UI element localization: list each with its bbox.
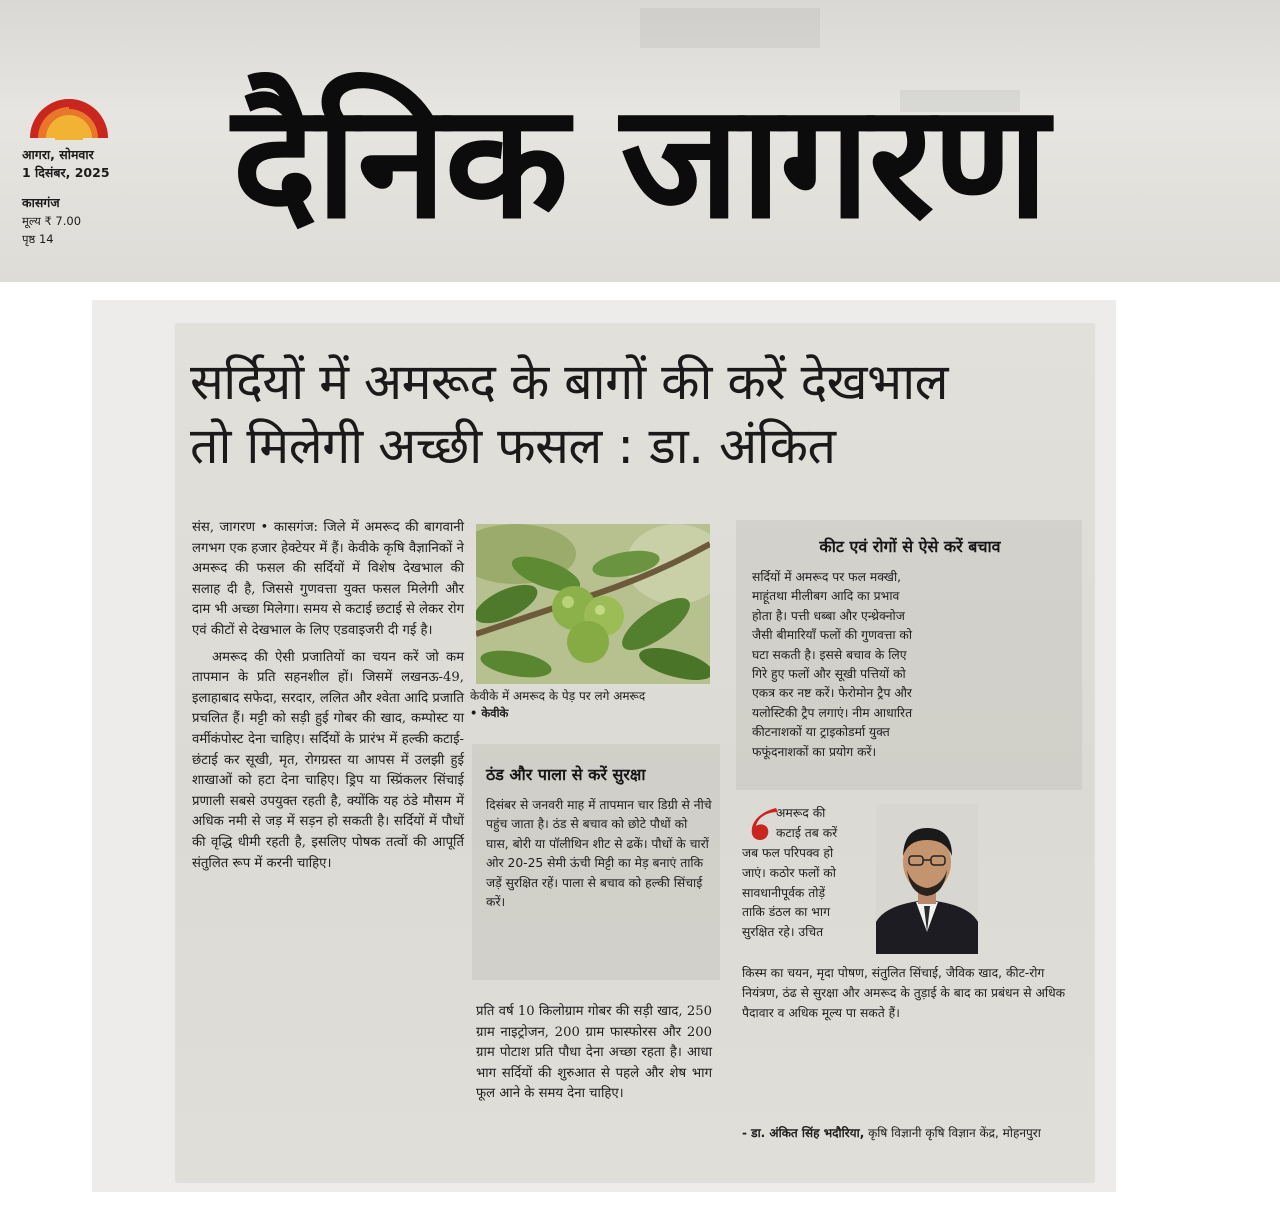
quote-line: अमरूद की bbox=[776, 806, 826, 820]
quote-lines-left bbox=[742, 844, 876, 943]
author-portrait bbox=[876, 804, 978, 954]
body-column-middle bbox=[476, 1002, 712, 1105]
photo-credit: • केवीके bbox=[470, 706, 509, 720]
photo-caption bbox=[470, 688, 720, 722]
headline-line-2: तो मिलेगी अच्छी फसल : डा. अंकित bbox=[190, 417, 836, 475]
city-day: आगरा, सोमवार bbox=[22, 147, 94, 162]
body-paragraph: अमरूद की ऐसी प्रजातियों का चयन करें जो कम तापमान के प्रति सहनशील हों। जिसमें लखनऊ-49, इलाहाबाद सफेदा, सरदार, ललित और श्वेता आदि प्रजाति प्रचलित हैं। मट्टी को सड़ी हुई गोबर की खाद, कम्पोस्ट या वर्मीकंपोस्ट देना चाहिए। सर्दियों के प्रारंभ में हल्की कटाई-छंटाई कर सूखी, मृत, रोगग्रस्त या आपस में उलझी हुई शाखाओं को हटा देना चाहिए। ड्रिप या स्प्रिंकलर सिंचाई प्रणाली सबसे उपयुक्त रहती है, क्योंकि यह ठंडे मौसम में अधिक नमी से जड़ में सड़न हो सकती है। सर्दियों में पौधों की वृद्धि धीमी रहती है, इसलिए पोषक तत्वों की आपूर्ति संतुलित रूप में करनी चाहिए। bbox=[192, 649, 464, 871]
caption-text: केवीके में अमरूद के पेड़ पर लगे अमरूद bbox=[470, 689, 646, 703]
quote-lines-beside-photo bbox=[776, 804, 876, 844]
quote-line: ताकि डंठल का भाग bbox=[742, 905, 830, 920]
guava-tree-photo bbox=[476, 524, 710, 684]
sun-logo-icon bbox=[26, 80, 112, 140]
issue-date: 1 दिसंबर, 2025 bbox=[22, 165, 110, 180]
author-attribution bbox=[742, 1124, 1072, 1143]
fertilizer-paragraph: प्रति वर्ष 10 किलोग्राम गोबर की सड़ी खाद, 250 ग्राम नाइट्रोजन, 200 ग्राम फास्फोरस और 200 ग्राम पोटाश प्रति पौधा देना अच्छा रहता है। आधा भाग सर्दियों की शुरुआत से पहले और शेष भाग फूल आने के समय देना चाहिए। bbox=[476, 1004, 712, 1102]
pest-box-text: सर्दियों में अमरूद पर फल मक्खी, माहूंतथा मीलीबग आदि का प्रभाव होता है। पत्ती धब्बा और एन्थ्रेक्नोज जैसी बीमारियाँ फलों की गुणवत्ता को घटा सकती है। इससे बचाव के लिए गिरे हुए फलों और सूखी पत्तियों को एकत्र कर नष्ट करें। फेरोमोन ट्रैप और यलोस्टिकी ट्रैप लगाएं। नीम आधारित कीटनाशकों या ट्राइकोडर्मा युक्त फफूंदनाशकों का प्रयोग करें। bbox=[752, 570, 913, 759]
quote-line: सावधानीपूर्वक तोड़ें bbox=[742, 885, 826, 900]
newsprint bbox=[176, 324, 1094, 1182]
body-paragraph: संस, जागरण • कासगंज: जिले में अमरूद की बागवानी लगभग एक हजार हेक्टेयर में हैं। केवीके कृषि वैज्ञानिकों ने अमरूद की फसल की सर्दियों में विशेष देखभाल की सलाह दी है, जिससे गुणवत्ता युक्त फसल मिलेगी और दाम भी अच्छा मिलेगा। समय से कटाई छटाई से लेकर रोग एवं कीटों से देखभाल के लिए एडवाइजरी दी गई है। bbox=[192, 520, 465, 638]
price: मूल्य ₹ 7.00 bbox=[22, 214, 82, 228]
quote-line: जब फल परिपक्व हो bbox=[742, 846, 834, 860]
body-column-left bbox=[192, 518, 464, 874]
cold-box-heading: ठंड और पाला से करें सुरक्षा bbox=[486, 765, 646, 784]
page-count: पृष्ठ 14 bbox=[22, 232, 54, 246]
quote-line: कटाई तब करें bbox=[776, 825, 838, 840]
guava-photo-icon bbox=[476, 524, 710, 684]
author-name: - डा. अंकित सिंह भदौरिया, bbox=[742, 1126, 865, 1140]
bleed-through-block bbox=[640, 8, 820, 48]
edition-name: कासगंज bbox=[22, 195, 60, 210]
quote-line: जाएं। कठोर फलों को bbox=[742, 865, 836, 880]
article-clipping bbox=[92, 300, 1116, 1192]
newspaper-title: दैनिक जागरण bbox=[232, 70, 1047, 254]
article-headline bbox=[190, 350, 1080, 478]
headline-line-1: सर्दियों में अमरूद के बागों की करें देखभाल bbox=[190, 353, 949, 411]
author-role: कृषि विज्ञानी कृषि विज्ञान केंद्र, मोहनपुरा bbox=[868, 1126, 1041, 1140]
quote-line: सुरक्षित रहे। उचित bbox=[742, 925, 824, 940]
masthead-strip bbox=[0, 0, 1280, 282]
person-portrait-icon bbox=[876, 804, 978, 954]
masthead-meta bbox=[22, 146, 132, 248]
pest-box-heading: कीट एवं रोगों से ऐसे करें बचाव bbox=[819, 537, 1001, 556]
quote-text-below: किस्म का चयन, मृदा पोषण, संतुलित सिंचाई, जैविक खाद, कीट-रोग नियंत्रण, ठंढ से सुरक्षा और अमरूद के तुड़ाई के बाद का प्रबंधन से अधिक पैदावार व अधिक मूल्य पा सकते हैं। bbox=[742, 966, 1066, 1020]
cold-box-text: दिसंबर से जनवरी माह में तापमान चार डिग्री से नीचे पहुंच जाता है। ठंड से बचाव को छोटे पौधों को घास, बोरी या पॉलीथिन शीट से ढकें। पौधों के चारों ओर 20-25 सेमी ऊंची मिट्टी का मेड़ बनाएं ताकि जड़ें सुरक्षित रहें। पाला से बचाव को हल्की सिंचाई करें। bbox=[486, 798, 712, 910]
